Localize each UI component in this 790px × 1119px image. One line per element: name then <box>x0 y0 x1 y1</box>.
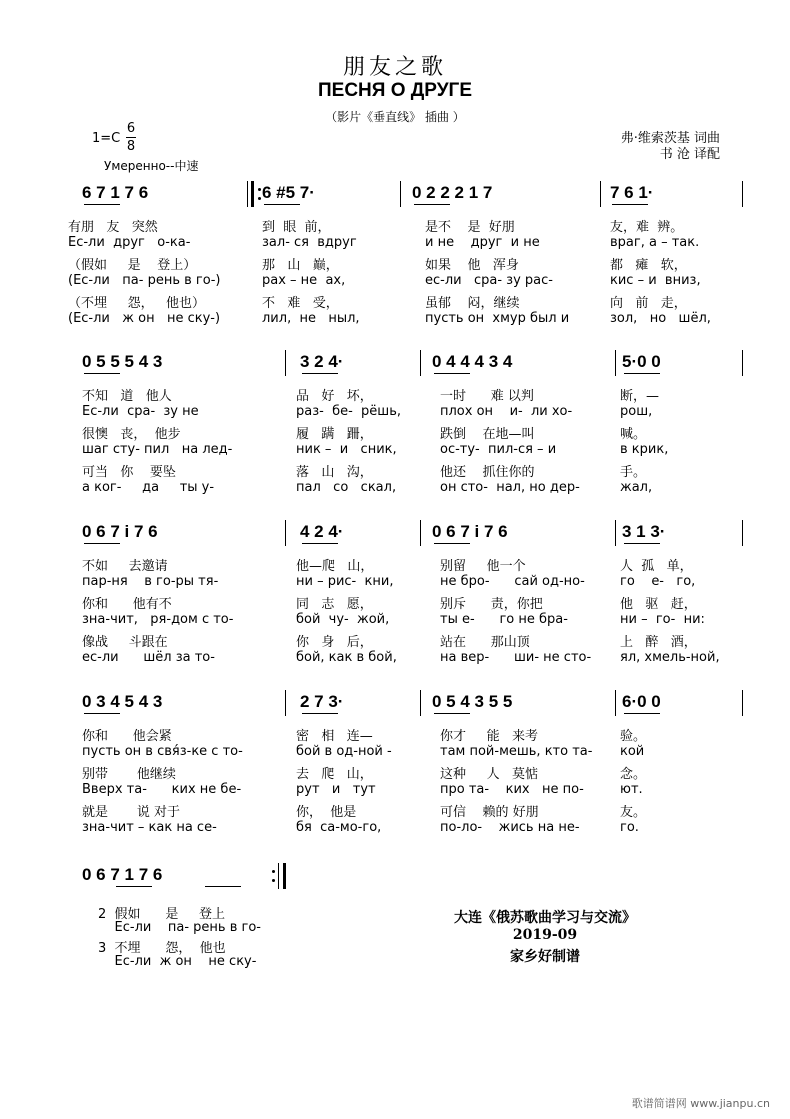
beam-underline <box>302 713 338 714</box>
beam-underline <box>302 373 338 374</box>
beam-underline <box>116 886 152 887</box>
lyric-line: жал, <box>620 480 653 495</box>
bar-line <box>285 690 286 716</box>
measure-notes: 4 2 4· <box>300 522 344 541</box>
lyric-line: 像战 斗跟在 <box>82 635 168 650</box>
lyric-line: 是不 是 好朋 <box>425 220 515 235</box>
beam-underline <box>84 713 120 714</box>
lyric-line: 你才 能 来考 <box>440 729 539 744</box>
lyric-line: Ес-ли сра- зу не <box>82 404 199 419</box>
lyric-line: пусть он в свя́з-ке с то- <box>82 744 243 759</box>
lyric-line: Ес-ли друг о-ка- <box>68 235 191 250</box>
bar-line <box>742 350 743 376</box>
lyric-line: 品 好 坏， <box>296 389 373 404</box>
lyric-line: кой <box>620 744 645 759</box>
beam-underline <box>434 713 470 714</box>
beam-underline <box>612 204 648 205</box>
repeat-dot <box>272 879 275 882</box>
bar-line <box>420 520 421 546</box>
lyric-line: бой в од-ной - <box>296 744 392 759</box>
watermark: 歌谱简谱网 www.jianpu.cn <box>631 1097 770 1110</box>
measure-notes: 0 5 5 5 4 3 <box>82 352 163 371</box>
beam-underline <box>434 543 470 544</box>
lyric-line: зол, но шёл, <box>610 311 711 326</box>
lyric-line: на вер- ши- не сто- <box>440 650 592 665</box>
lyric-line: ес-ли сра- зу рас- <box>425 273 553 288</box>
lyric-line: бой чу- жой, <box>296 612 390 627</box>
beam-underline <box>264 204 300 205</box>
lyric-line: ник – и сник, <box>296 442 397 457</box>
measure-notes: 6 #5 7· <box>262 183 315 202</box>
lyric-line: ял, хмель-ной, <box>620 650 720 665</box>
lyric-line: и не друг и не <box>425 235 540 250</box>
measure-notes: 0 2 2 2 1 7 <box>412 183 493 202</box>
lyric-line: 密 相 连— <box>296 729 373 744</box>
measure-notes: 0 6 7 i 7 6 <box>82 522 158 541</box>
lyric-line: про та- ких не по- <box>440 782 584 797</box>
lyric-line: 都 瘫 软， <box>610 258 687 273</box>
lyric-line: 不如 去邀请 <box>82 559 168 574</box>
lyric-line: 可信 赖的 好朋 <box>440 805 539 820</box>
lyric-line: рош, <box>620 404 653 419</box>
lyric-line: 他 驱 赶， <box>620 597 697 612</box>
lyric-line: ни – го- ни: <box>620 612 705 627</box>
lyric-line: пал со скал, <box>296 480 397 495</box>
bar-line <box>615 520 616 546</box>
lyric-line: там пой-мешь, кто та- <box>440 744 593 759</box>
lyric-line: 人 孤 单， <box>620 559 693 574</box>
lyric-line: зна-чит – как на се- <box>82 820 217 835</box>
lyric-line: враг, а – так. <box>610 235 700 250</box>
stamp-line1: 大连《俄苏歌曲学习与交流》 <box>454 910 636 926</box>
lyric-line: 同 志 愿， <box>296 597 373 612</box>
lyric-line: ни – рис- кни, <box>296 574 394 589</box>
repeat-bar <box>251 181 254 207</box>
measure-notes: 7 6 1· <box>610 183 654 202</box>
tempo-marking: Умеренно--中速 <box>104 159 199 173</box>
lyric-line: го е- го, <box>620 574 696 589</box>
bar-line <box>285 520 286 546</box>
lyric-line: 验。 <box>620 729 647 744</box>
final-lyric-line: Ес-ли па- рень в го- <box>98 920 261 935</box>
lyric-line: в крик, <box>620 442 669 457</box>
lyric-line: ес-ли шёл за то- <box>82 650 215 665</box>
measure-notes: 3 1 3· <box>622 522 666 541</box>
bar-line <box>285 350 286 376</box>
beam-underline <box>414 204 450 205</box>
lyric-line: бой, как в бой, <box>296 650 397 665</box>
measure-notes: 6·0 0 <box>622 692 661 711</box>
lyric-line: рут и тут <box>296 782 376 797</box>
lyric-line: по-ло- жись на не- <box>440 820 580 835</box>
measure-notes: 0 3 4 5 4 3 <box>82 692 163 711</box>
beam-underline <box>624 373 660 374</box>
beam-underline <box>624 713 660 714</box>
song-subtitle-russian: ПЕСНЯ О ДРУГЕ <box>318 80 472 101</box>
lyric-line: （不埋 怨， 他也） <box>68 296 206 311</box>
lyric-line: (Ес-ли па- рень в го-) <box>68 273 221 288</box>
lyric-line: 可当 你 要坠 <box>82 465 176 480</box>
measure-notes: 0 4 4 4 3 4 <box>432 352 513 371</box>
lyric-line: не бро- сай од-но- <box>440 574 585 589</box>
lyric-line: лил, не ныл, <box>262 311 360 326</box>
lyric-line: го. <box>620 820 639 835</box>
lyric-line: 很懊 丧， 他步 <box>82 427 181 442</box>
lyric-line: 这种 人 莫惦 <box>440 767 539 782</box>
stamp-line3: 家乡好制谱 <box>510 949 580 965</box>
measure-notes: 3 2 4· <box>300 352 344 371</box>
repeat-dot <box>258 197 261 200</box>
final-measure-notes: 0 6 7 1 7 6 <box>82 865 163 884</box>
song-title: 朋友之歌 <box>342 55 447 80</box>
credit-composer: 弗·维索茨基 词曲 <box>620 131 720 146</box>
bar-line <box>742 181 743 207</box>
lyric-line: 跌倒 在地—叫 <box>440 427 535 442</box>
final-lyric-line: Ес-ли ж он не ску- <box>98 954 257 969</box>
bar-line <box>615 350 616 376</box>
lyric-line: (Ес-ли ж он не ску-) <box>68 311 221 326</box>
lyric-line: кис – и вниз, <box>610 273 701 288</box>
time-numerator: 6 <box>126 121 136 136</box>
lyric-line: 一时 难 以判 <box>440 389 534 404</box>
bar-line <box>742 520 743 546</box>
lyric-line: Вверх та- ких не бе- <box>82 782 242 797</box>
lyric-line: 不知 道 他人 <box>82 389 172 404</box>
stamp-line2: 2019-09 <box>512 927 578 943</box>
lyric-line: 去 爬 山， <box>296 767 373 782</box>
lyric-line: рах – не ах, <box>262 273 346 288</box>
lyric-line: 就是 说 对于 <box>82 805 181 820</box>
measure-notes: 5·0 0 <box>622 352 661 371</box>
repeat-end-bar <box>283 863 286 889</box>
beam-underline <box>84 543 120 544</box>
lyric-line: 你 身 后， <box>296 635 373 650</box>
lyric-line: 别留 他一个 <box>440 559 526 574</box>
lyric-line: раз- бе- рёшь, <box>296 404 401 419</box>
lyric-line: зал- ся вдруг <box>262 235 357 250</box>
lyric-line: 虽郁 闷，继续 <box>425 296 520 311</box>
song-source: （影片《垂直线》 插曲 ） <box>325 110 465 124</box>
lyric-line: 向 前 走， <box>610 296 687 311</box>
lyric-line: 到 眼 前， <box>262 220 331 235</box>
lyric-line: ты е- го не бра- <box>440 612 568 627</box>
measure-notes: 0 6 7 i 7 6 <box>432 522 508 541</box>
time-denominator: 8 <box>126 139 136 154</box>
bar-line <box>247 181 248 207</box>
lyric-line: 落 山 沟， <box>296 465 373 480</box>
lyric-line: пар-ня в го-ры тя- <box>82 574 219 589</box>
beam-underline <box>84 373 120 374</box>
lyric-line: ют. <box>620 782 643 797</box>
lyric-line: 上 醉 酒， <box>620 635 697 650</box>
beam-underline <box>84 204 120 205</box>
lyric-line: 站在 那山顶 <box>440 635 530 650</box>
lyric-line: а ког- да ты у- <box>82 480 215 495</box>
lyric-line: 有朋 友 突然 <box>68 220 158 235</box>
repeat-dot <box>258 188 261 191</box>
beam-underline <box>434 373 470 374</box>
credit-translator: 书 沧 译配 <box>659 147 720 162</box>
measure-notes: 0 5 4 3 5 5 <box>432 692 513 711</box>
lyric-line: 他—爬 山， <box>296 559 374 574</box>
lyric-line: плох он и- ли хо- <box>440 404 573 419</box>
lyric-line: 别斥 责，你把 <box>440 597 543 612</box>
lyric-line: ос-ту- пил-ся – и <box>440 442 557 457</box>
final-lyric-line: 2 假如 是 登上 <box>98 907 225 922</box>
lyric-line: 喊。 <box>620 427 647 442</box>
lyric-line: 你和 他会紧 <box>82 729 172 744</box>
bar-line <box>420 690 421 716</box>
lyric-line: пусть он хмур был и <box>425 311 570 326</box>
measure-notes: 2 7 3· <box>300 692 344 711</box>
lyric-line: 如果 他 浑身 <box>425 258 519 273</box>
lyric-line: 履 蹒 跚， <box>296 427 373 442</box>
lyric-line: 断，— <box>620 389 660 404</box>
lyric-line: он сто- нал, но дер- <box>440 480 580 495</box>
key-signature: 1=C <box>92 131 121 146</box>
bar-line <box>400 181 401 207</box>
beam-underline <box>624 543 660 544</box>
lyric-line: 别带 他继续 <box>82 767 176 782</box>
final-lyric-line: 3 不埋 怨， 他也 <box>98 941 226 956</box>
bar-line <box>420 350 421 376</box>
beam-underline <box>302 543 338 544</box>
lyric-line: （假如 是 登上） <box>68 258 197 273</box>
lyric-line: 友。 <box>620 805 647 820</box>
lyric-line: 手。 <box>620 465 647 480</box>
lyric-line: 你， 他是 <box>296 805 357 820</box>
lyric-line: шаг сту- пил на лед- <box>82 442 233 457</box>
lyric-line: 念。 <box>620 767 647 782</box>
lyric-line: 友，难 辨。 <box>610 220 684 235</box>
lyric-line: 那 山 巅， <box>262 258 339 273</box>
lyric-line: бя са-мо-го, <box>296 820 382 835</box>
repeat-dot <box>272 870 275 873</box>
bar-line <box>742 690 743 716</box>
lyric-line: 你和 他有不 <box>82 597 172 612</box>
bar-line <box>615 690 616 716</box>
bar-line <box>278 863 279 889</box>
lyric-line: зна-чит, ря-дом с то- <box>82 612 234 627</box>
lyric-line: 不 难 受， <box>262 296 339 311</box>
beam-underline <box>205 886 241 887</box>
bar-line <box>600 181 601 207</box>
time-signature <box>126 120 136 155</box>
lyric-line: 他还 抓住你的 <box>440 465 535 480</box>
measure-notes: 6 7 1 7 6 <box>82 183 149 202</box>
